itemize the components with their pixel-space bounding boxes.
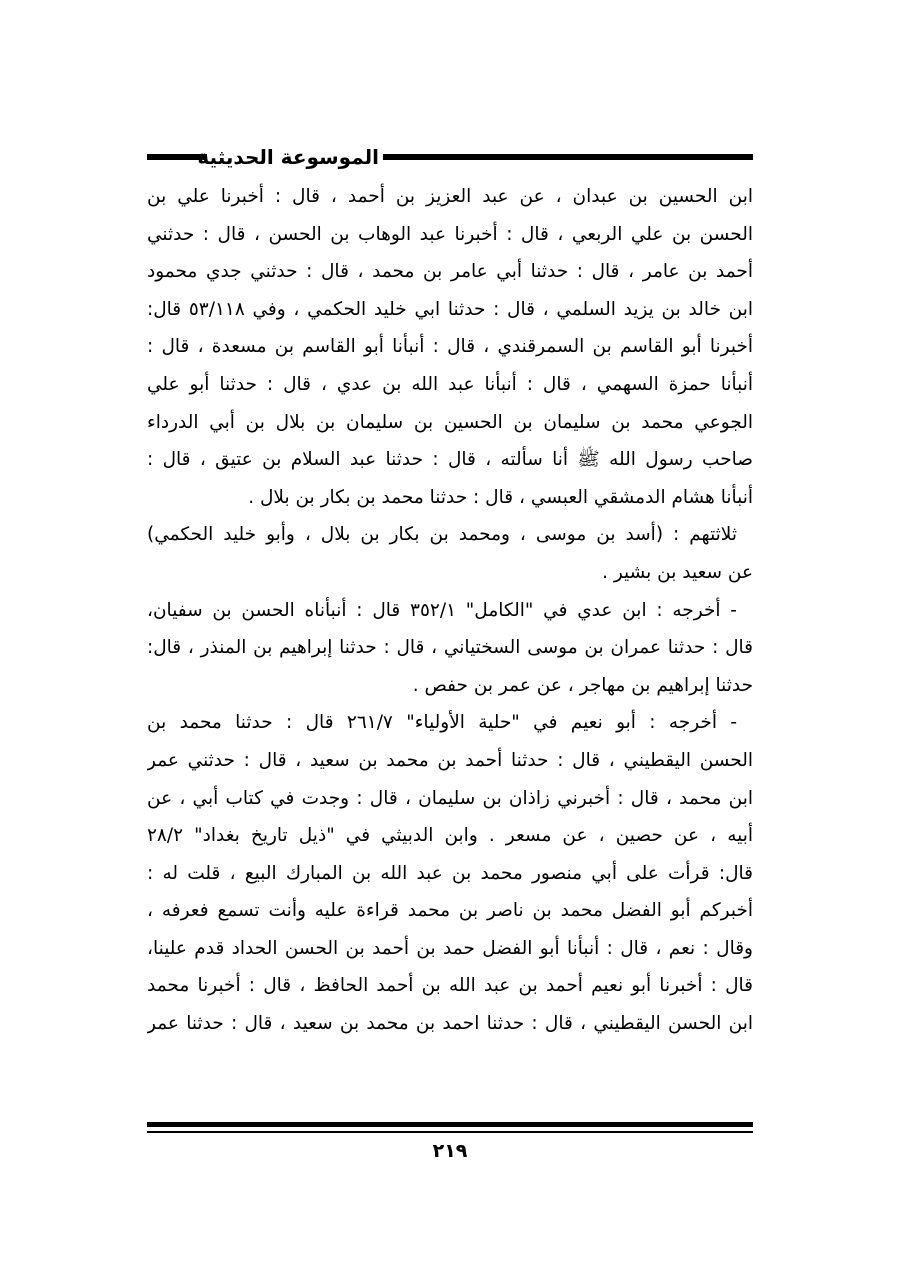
text-line: - أخرجه : أبو نعيم في "حلية الأولياء" ٢٦١/٧ قال : حدثنا محمد بن — [147, 712, 738, 734]
text-line: الحسن بن علي الربعي ، قال : أخبرنا عبد الوهاب بن الحسن ، قال : حدثني — [147, 223, 753, 245]
text-line: ابن محمد ، قال : أخبرني زاذان بن سليمان ، قال : وجدت في كتاب أبي ، عن — [147, 787, 753, 809]
text-line: ثلاثتهم : (أسد بن موسى ، ومحمد بن بكار بن بلال ، وأبو خليد الحكمي) — [147, 524, 737, 546]
page-body-text — [147, 178, 753, 1043]
text-line: أخبركم أبو الفضل محمد بن ناصر بن محمد قراءة عليه وأنت تسمع فعرفه ، — [147, 900, 753, 922]
text-line: الحسن اليقطيني ، قال : حدثنا أحمد بن محمد بن سعيد ، قال : حدثني عمر — [147, 749, 753, 771]
text-line: أبيه ، عن حصين ، عن مسعر . وابن الدبيثي في "ذيل تاريخ بغداد" ٢٨/٢ — [147, 825, 753, 847]
text-line: قال : أخبرنا أبو نعيم أحمد بن عبد الله بن أحمد الحافظ ، قال : أخبرنا محمد — [147, 975, 753, 997]
footer-rule-thin — [147, 1131, 753, 1133]
text-line: ابن الحسين بن عبدان ، عن عبد العزيز بن أحمد ، قال : أخبرنا علي بن — [147, 186, 753, 207]
text-line: قال: قرأت على أبي منصور محمد بن عبد الله بن المبارك البيع ، قلت له : — [147, 862, 753, 884]
text-line: قال : حدثنا عمران بن موسى السختياني ، قال : حدثنا إبراهيم بن المنذر ، قال: — [147, 637, 753, 659]
page-number: ٢١٩ — [432, 1140, 468, 1162]
text-line: أخبرنا أبو القاسم بن السمرقندي ، قال : أنبأنا أبو القاسم بن مسعدة ، قال : — [147, 336, 753, 358]
text-line: وقال : نعم ، قال : أنبأنا أبو الفضل حمد بن أحمد بن الحسن الحداد قدم علينا، — [147, 937, 753, 959]
footer-rule-thick — [147, 1122, 753, 1127]
text-line: حدثنا إبراهيم بن مهاجر ، عن عمر بن حفص . — [412, 674, 753, 696]
header-title: الموسوعة الحديثية — [197, 145, 379, 169]
text-line: ابن الحسن اليقطيني ، قال : حدثنا احمد بن محمد بن سعيد ، قال : حدثنا عمر — [147, 1013, 753, 1035]
running-header — [147, 140, 753, 174]
text-line: ابن خالد بن يزيد السلمي ، قال : حدثنا ابي خليد الحكمي ، وفي ٥٣/١١٨ قال: — [147, 298, 753, 320]
header-rule-right — [383, 154, 753, 160]
text-line: أنبأنا هشام الدمشقي العبسي ، قال : حدثنا محمد بن بكار بن بلال . — [248, 486, 753, 508]
text-line: أنبأنا حمزة السهمي ، قال : أنبأنا عبد الله بن عدي ، قال : حدثنا أبو علي — [147, 373, 753, 395]
text-line: الجوعي محمد بن سليمان بن الحسين بن سليمان بن بلال بن أبي الدرداء — [147, 411, 753, 433]
text-line: صاحب رسول الله ﷺ أنا سألته ، قال : حدثنا عبد السلام بن عتيق ، قال : — [147, 449, 753, 471]
text-line: أحمد بن عامر ، قال : حدثنا أبي عامر بن محمد ، قال : حدثني جدي محمود — [147, 261, 753, 283]
text-line: عن سعيد بن بشير . — [602, 561, 753, 583]
text-line: - أخرجه : ابن عدي في "الكامل" ٣٥٢/١ قال : أنبأناه الحسن بن سفيان، — [147, 599, 737, 621]
